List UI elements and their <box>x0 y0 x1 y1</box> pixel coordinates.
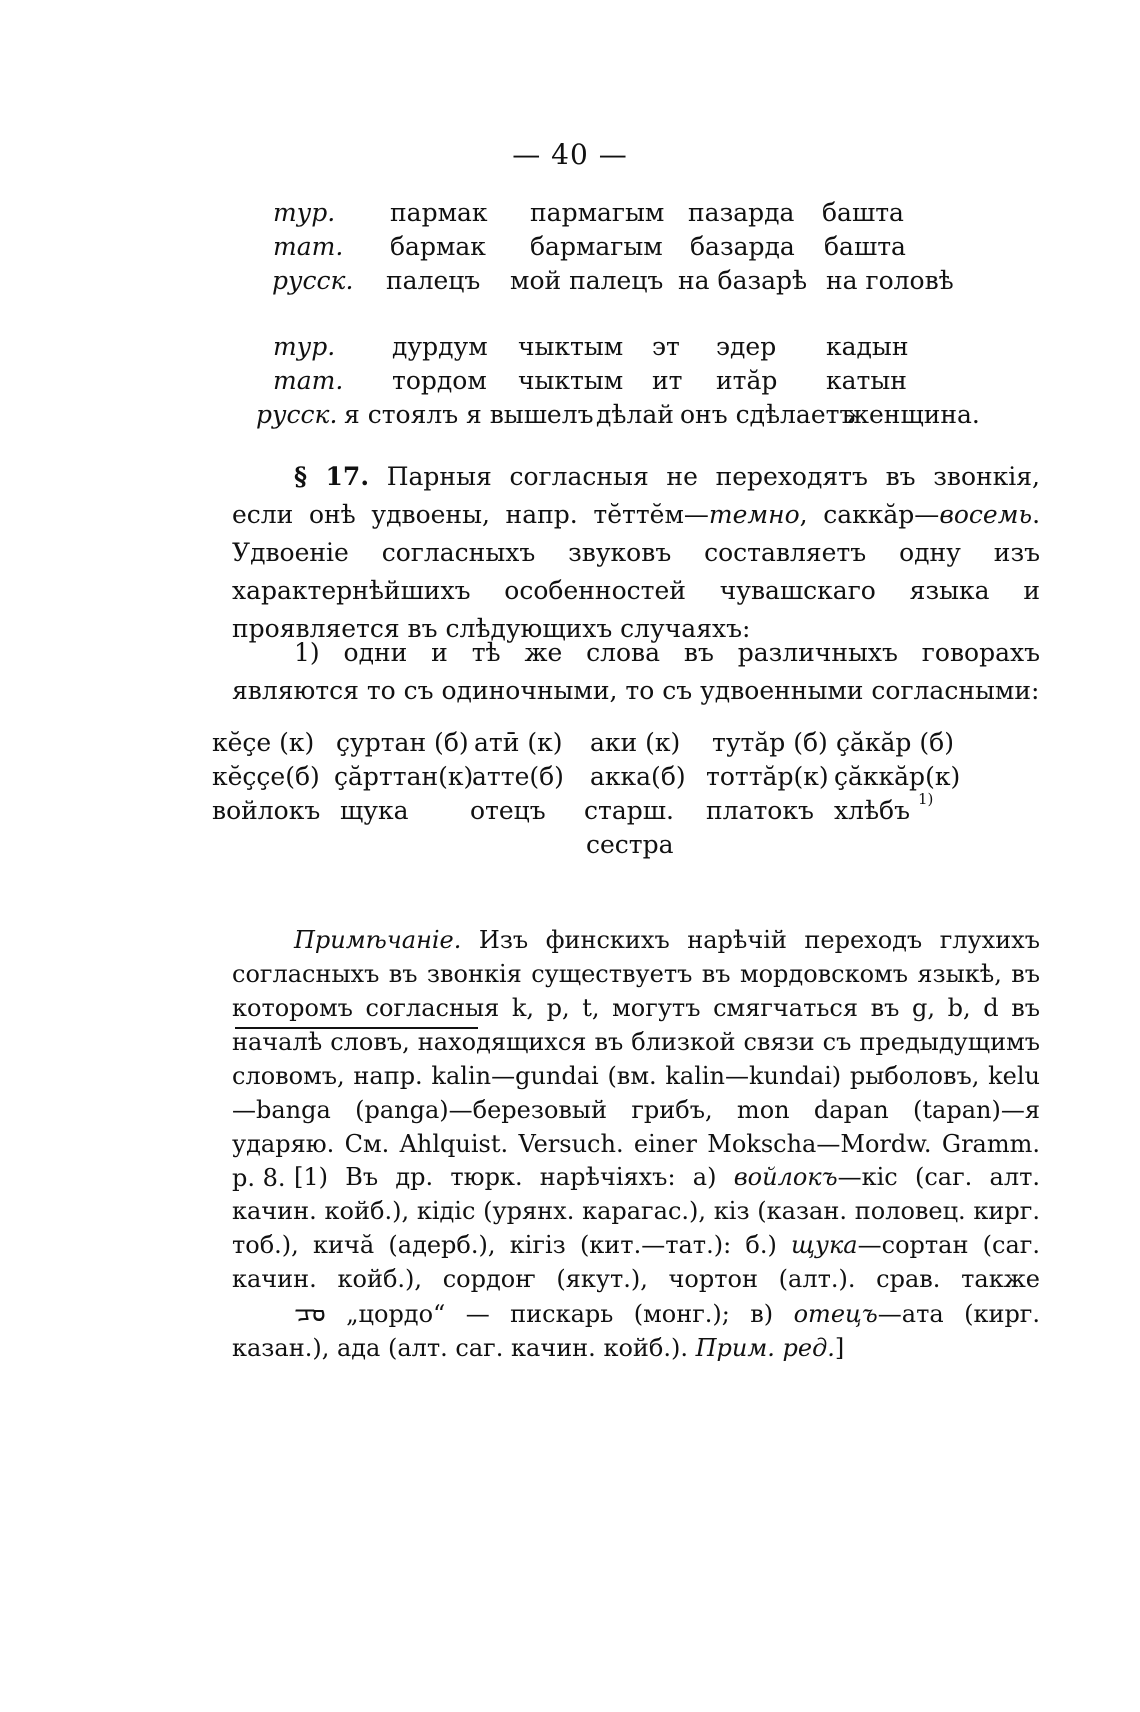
footnote-text: „цордо“ — пискарь (монг.); в) <box>325 1300 794 1328</box>
section-text: . Удвоеніе согласныхъ звуковъ составляетъ одну изъ характернѣйшихъ особенностей чувашскаго языка и проявляется въ слѣдующихъ случаяхъ: <box>232 500 1041 643</box>
table-cell: ҫуртан (б) <box>336 728 469 757</box>
table-cell: базарда <box>690 232 795 261</box>
table-cell: аки (к) <box>590 728 681 757</box>
table-cell: ит <box>652 366 683 395</box>
table-cell: итӑр <box>716 366 778 395</box>
note-text: Изъ финскихъ нарѣчій переходъ глухихъ согласныхъ въ звонкія существуетъ въ мордовскомъ языкѣ, въ которомъ согласныя k, p, t, могутъ смягчаться въ g, b, d въ началѣ словъ, находящихся въ близкой связи съ предыдущимъ словомъ, напр. kalin—gundai (вм. kalin—kundai) рыболовъ, kelu—banga (panga)—березовый грибъ, mon dapan (tapan)—я ударяю. См. Ahlquist. Versuch. einer Mokscha—Mordw. Gramm. p. 8. <box>232 926 1040 1192</box>
section-17-paragraph <box>232 458 1040 648</box>
page-number: — 40 — <box>512 138 628 171</box>
table-cell: пармагым <box>530 198 665 227</box>
table-cell: атте(б) <box>472 762 564 791</box>
editor-note: Прим. ред. <box>695 1334 835 1362</box>
footnote-text: —кіс (саг. алт. качин. койб.), кідіс (урянх. карагас.), кіз (казан. половец. кирг. тоб.), кичӑ (адерб.), кігіз (кит.—тат.): б.) <box>232 1163 1041 1259</box>
list-item-1: 1) одни и тѣ же слова въ различныхъ говорахъ являются то съ одиночными, то съ удвоенными согласными: <box>232 638 1040 705</box>
table-cell: сестра <box>586 830 674 859</box>
table-row <box>0 332 1140 368</box>
table-cell: чыктым <box>518 332 624 361</box>
language-label: тат. <box>273 232 344 261</box>
table-cell: бармак <box>390 232 486 261</box>
table-cell: бармагым <box>530 232 663 261</box>
table-cell: эдер <box>716 332 777 361</box>
footnote-marker: 1) <box>918 790 934 808</box>
table-row <box>0 790 1140 832</box>
table-cell: пазарда <box>688 198 795 227</box>
table-cell: кадын <box>826 332 909 361</box>
language-label: тат. <box>273 366 344 395</box>
table-cell: войлокъ <box>212 796 321 825</box>
note-paragraph <box>232 923 1040 1195</box>
italic-term: щука <box>791 1231 858 1259</box>
table-cell: акка(б) <box>590 762 686 791</box>
table-cell: кӗҫе (к) <box>212 728 315 757</box>
table-row <box>0 728 1140 764</box>
mongolian-script-glyph: ᠴᠣ <box>294 1296 326 1329</box>
table-cell: ҫӑкӑр (б) <box>836 728 954 757</box>
table-cell: на базарѣ <box>678 266 808 295</box>
table-cell: хлѣбъ <box>834 796 911 825</box>
table-cell: ҫӑккӑр(к) <box>834 762 961 791</box>
language-label: тур. <box>273 332 336 361</box>
table-cell: платокъ <box>706 796 814 825</box>
section-text: Парныя согласныя не переходятъ въ звонкія, если онѣ удвоены, напр. тӗттӗм— <box>232 462 1041 529</box>
table-cell: на головѣ <box>826 266 954 295</box>
table-cell: пармак <box>390 198 488 227</box>
table-cell: дурдум <box>392 332 488 361</box>
table-cell: онъ сдѣлаетъ <box>680 400 856 429</box>
table-cell: дѣлай <box>596 400 674 429</box>
italic-gloss: восемь <box>939 500 1033 529</box>
table-cell: кӗҫҫе(б) <box>212 762 320 791</box>
table-row <box>0 400 1140 436</box>
table-row <box>0 366 1140 402</box>
footnote-paragraph <box>232 1160 1040 1365</box>
table-cell: тордом <box>392 366 487 395</box>
table-cell: ҫӑрттан(к) <box>334 762 474 791</box>
table-cell: эт <box>652 332 680 361</box>
table-cell: мой палецъ <box>510 266 664 295</box>
table-cell: старш. <box>584 796 674 825</box>
table-cell: катын <box>826 366 907 395</box>
table-row <box>0 232 1140 268</box>
table-cell: тоттӑр(к) <box>706 762 829 791</box>
table-cell: башта <box>822 198 904 227</box>
table-cell: тутӑр (б) <box>712 728 828 757</box>
italic-gloss: темно <box>708 500 800 529</box>
table-cell: башта <box>824 232 906 261</box>
table-cell: женщина. <box>846 400 980 429</box>
italic-term: отецъ <box>793 1300 878 1328</box>
table-row <box>0 830 1140 866</box>
section-text: , саккӑр— <box>799 500 940 529</box>
footnote-text: —ата (кирг. казан.), ада (алт. саг. качин. койб.). <box>232 1300 1041 1362</box>
footnote-text: —сортан (саг. качин. койб.), сордоҥ (якут.), чортон (алт.). срав. также <box>232 1231 1040 1293</box>
table-cell: палецъ <box>386 266 481 295</box>
table-row <box>0 198 1140 234</box>
table-cell: я стоялъ <box>344 400 459 429</box>
italic-term: войлокъ <box>733 1163 838 1191</box>
table-cell: отецъ <box>470 796 546 825</box>
footnote-text: Въ др. тюрк. нарѣчіяхъ: а) <box>328 1163 734 1191</box>
language-label: тур. <box>273 198 336 227</box>
note-title: Примѣчаніе. <box>294 926 462 954</box>
language-label: русск. <box>256 400 338 429</box>
language-label: русск. <box>272 266 354 295</box>
table-row <box>0 762 1140 798</box>
table-row <box>0 266 1140 302</box>
table-cell: атӣ (к) <box>474 728 563 757</box>
footnote-mark: [1) <box>294 1163 328 1191</box>
footnote-bracket: ] <box>834 1334 845 1362</box>
table-cell: щука <box>340 796 409 825</box>
section-marker: § 17. <box>294 462 370 491</box>
table-cell: чыктым <box>518 366 624 395</box>
table-cell: я вышелъ <box>466 400 594 429</box>
